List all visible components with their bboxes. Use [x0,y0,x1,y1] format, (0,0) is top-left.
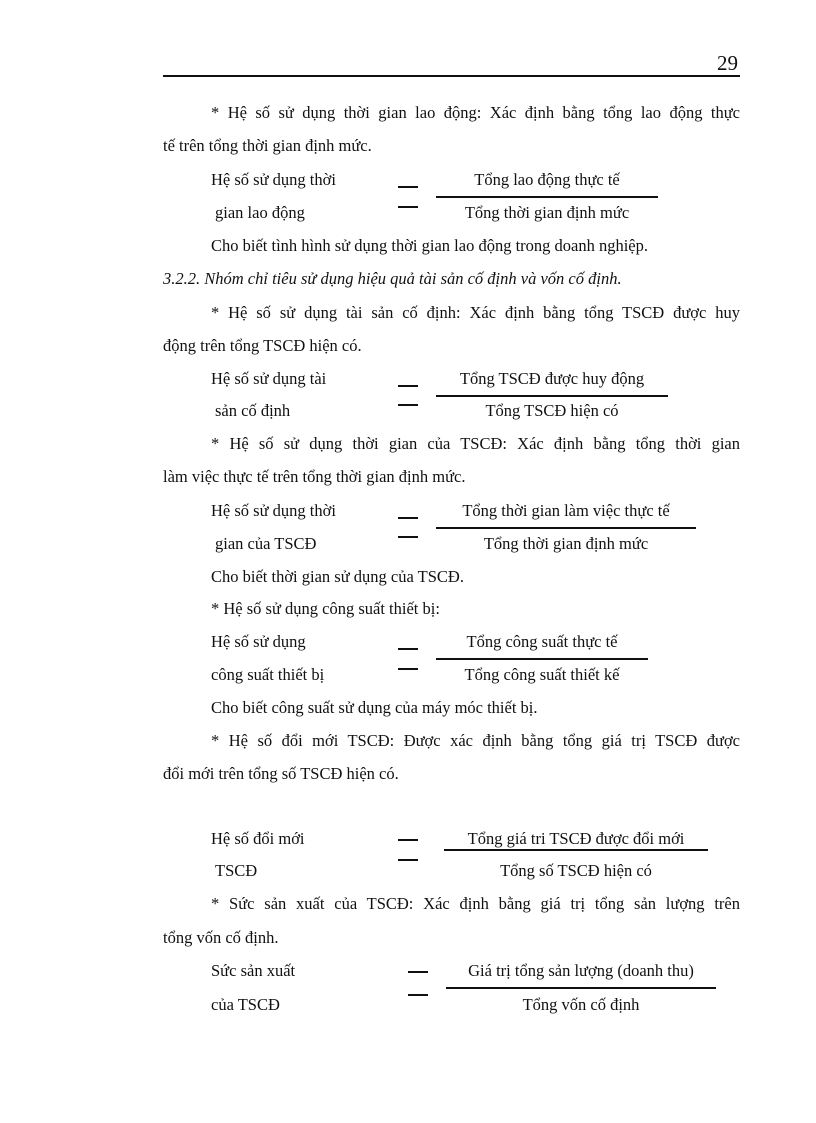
equals-sign [398,839,418,841]
note-line: Cho biết công suất sử dụng của máy móc thiết bị. [211,698,538,717]
paragraph-line: * Hệ số sử dụng thời gian của TSCĐ: Xác định bằng tổng thời gian [211,434,740,453]
note-line: Cho biết thời gian sử dụng của TSCĐ. [211,567,464,586]
formula-denominator: Tổng số TSCĐ hiện có [500,861,652,880]
formula-numerator: Tổng công suất thực tế [466,632,618,651]
section-heading: 3.2.2. Nhóm chỉ tiêu sử dụng hiệu quả tài sản cố định và vốn cố định. [163,269,622,288]
formula-label: TSCĐ [215,861,258,880]
paragraph-line: đổi mới trên tổng số TSCĐ hiện có. [163,764,399,783]
paragraph-line: * Hệ số đổi mới TSCĐ: Được xác định bằng tổng giá trị TSCĐ được [211,731,740,750]
fraction-bar [436,196,658,198]
formula-label: Hệ số sử dụng tài [211,369,327,388]
equals-sign [408,971,428,973]
formula-denominator: Tổng thời gian định mức [483,534,649,553]
formula-numerator: Tổng giá tri TSCĐ được đổi mới [467,829,685,848]
fraction-bar [436,527,696,529]
formula-label: gian của TSCĐ [215,534,317,553]
fraction-bar [436,658,648,660]
paragraph-line: * Hệ số sử dụng công suất thiết bị: [211,599,440,618]
paragraph-line: * Hệ số sử dụng tài sản cố định: Xác định bằng tổng TSCĐ được huy [211,303,740,322]
paragraph-line: tế trên tổng thời gian định mức. [163,136,372,155]
formula-label: công suất thiết bị [211,665,325,684]
fraction-bar [436,395,668,397]
formula-label: Hệ số sử dụng thời [211,501,336,520]
formula-denominator: Tổng công suất thiết kế [464,665,620,684]
formula-label: Hệ số sử dụng [211,632,306,651]
equals-sign [398,536,418,538]
note-line: Cho biết tình hình sử dụng thời gian lao động trong doanh nghiệp. [211,236,649,255]
formula-numerator: Giá trị tổng sản lượng (doanh thu) [468,961,694,980]
formula-label: sản cố định [215,401,291,420]
equals-sign [398,517,418,519]
equals-sign [398,648,418,650]
equals-sign [398,859,418,861]
formula-label: của TSCĐ [211,995,280,1014]
paragraph-line: động trên tổng TSCĐ hiện có. [163,336,362,355]
paragraph-line: làm việc thực tế trên tổng thời gian định mức. [163,467,466,486]
formula-denominator: Tổng thời gian định mức [464,203,630,222]
formula-label: Sức sản xuất [211,961,296,980]
formula-label: Hệ số đổi mới [211,829,305,848]
paragraph-line: tổng vốn cố định. [163,928,279,947]
equals-sign [398,668,418,670]
header-rule [163,75,740,77]
formula-denominator: Tổng vốn cố định [522,995,640,1014]
formula-label: Hệ số sử dụng thời [211,170,336,189]
fraction-bar [446,987,716,989]
fraction-bar [444,849,708,851]
formula-numerator: Tổng TSCĐ được huy động [459,369,645,388]
formula-numerator: Tổng lao động thực tế [474,170,620,189]
equals-sign [398,385,418,387]
paragraph-line: * Sức sản xuất của TSCĐ: Xác định bằng giá trị tổng sản lượng trên [211,894,740,913]
formula-denominator: Tổng TSCĐ hiện có [485,401,619,420]
equals-sign [398,404,418,406]
formula-numerator: Tổng thời gian làm việc thực tế [462,501,670,520]
paragraph-line: * Hệ số sử dụng thời gian lao động: Xác định bằng tổng lao động thực [211,103,740,122]
formula-label: gian lao động [215,203,305,222]
equals-sign [408,994,428,996]
equals-sign [398,186,418,188]
page-number: 29 [717,51,738,75]
equals-sign [398,206,418,208]
